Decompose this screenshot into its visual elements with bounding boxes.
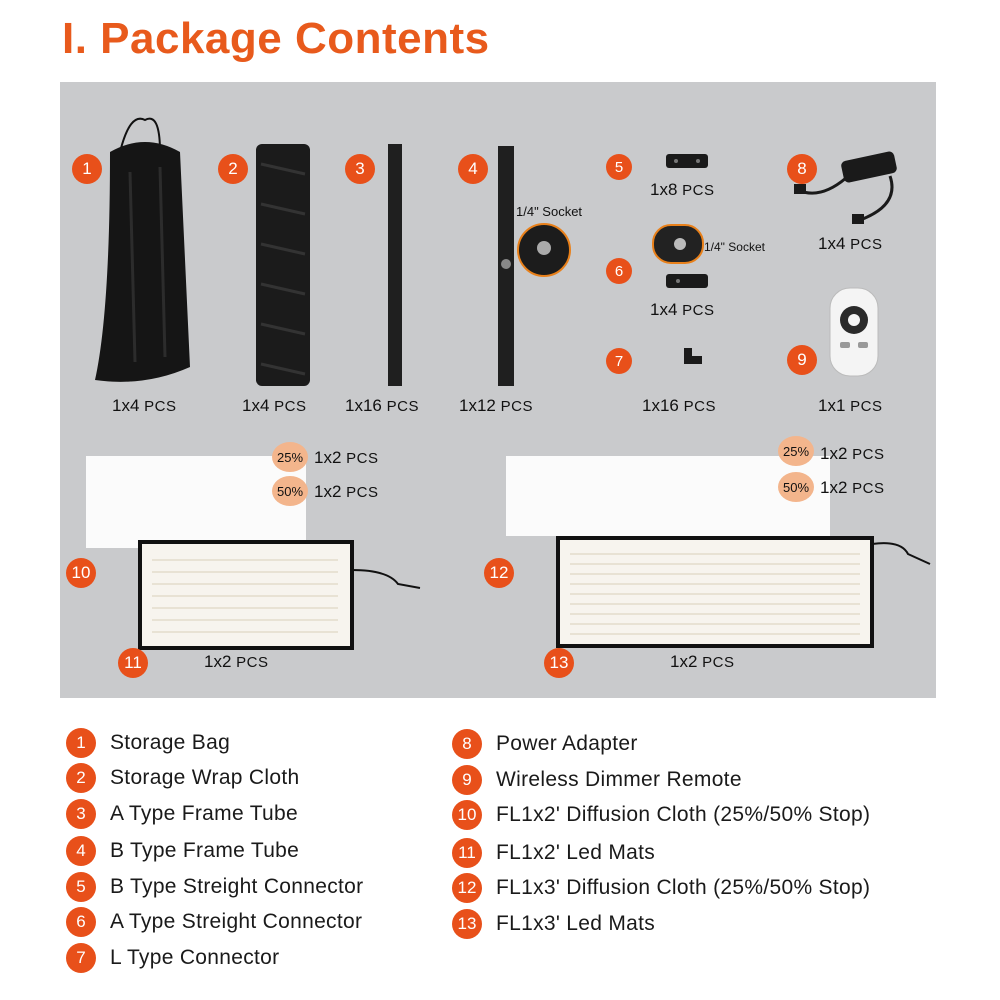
legend-label: FL1x3' Diffusion Cloth (25%/50% Stop): [496, 876, 871, 899]
item-badge-2: 2: [218, 154, 248, 184]
item-badge-6: 6: [606, 258, 632, 284]
legend-item-2: [66, 763, 299, 793]
item-badge-1: 1: [72, 154, 102, 184]
legend-item-3: [66, 799, 298, 829]
legend-item-11: [452, 838, 655, 868]
legend-item-10: [452, 800, 870, 830]
item-qty-3: 1x16 PCS: [345, 396, 419, 415]
item-badge-10: 10: [66, 558, 96, 588]
legend-label: Storage Wrap Cloth: [110, 766, 300, 789]
item-badge-9: 9: [787, 345, 817, 375]
a-type-frame-tube-image: [388, 144, 402, 386]
legend-label: B Type Frame Tube: [110, 839, 300, 862]
legend-badge: 2: [66, 763, 96, 793]
legend-badge: 5: [66, 872, 96, 902]
legend-badge: 8: [452, 729, 482, 759]
a-type-straight-connector-zoom: [652, 224, 704, 264]
l-type-connector-image: [680, 346, 704, 370]
pct-50-badge-left: 50%: [272, 476, 308, 506]
item-qty-11: 1x2 PCS: [204, 652, 269, 671]
diffusion-50-qty-right: 1x2 PCS: [820, 478, 885, 497]
item-qty-6: 1x4 PCS: [650, 300, 715, 319]
led-mat-1x2-image: [138, 540, 428, 650]
legend-item-13: [452, 909, 655, 939]
item-badge-3: 3: [345, 154, 375, 184]
legend-badge: 12: [452, 873, 482, 903]
diffusion-50-qty-left: 1x2 PCS: [314, 482, 379, 501]
item-qty-7: 1x16 PCS: [642, 396, 716, 415]
power-adapter-image: [790, 150, 908, 230]
item-qty-1: 1x4 PCS: [112, 396, 177, 415]
legend-item-1: [66, 728, 230, 758]
item-qty-9: 1x1 PCS: [818, 396, 883, 415]
legend-badge: 10: [452, 800, 482, 830]
legend-label: A Type Streight Connector: [110, 910, 363, 933]
legend-item-6: [66, 907, 362, 937]
legend-label: FL1x2' Diffusion Cloth (25%/50% Stop): [496, 803, 871, 826]
socket-label-4: 1/4" Socket: [516, 204, 583, 219]
socket-label-6: 1/4" Socket: [704, 240, 765, 254]
diffusion-25-qty-left: 1x2 PCS: [314, 448, 379, 467]
legend-item-7: [66, 943, 279, 973]
legend-item-5: [66, 872, 363, 902]
legend-badge: 7: [66, 943, 96, 973]
legend-item-8: [452, 729, 638, 759]
diffusion-25-qty-right: 1x2 PCS: [820, 444, 885, 463]
legend-label: A Type Frame Tube: [110, 802, 298, 825]
legend-badge: 9: [452, 765, 482, 795]
item-badge-12: 12: [484, 558, 514, 588]
item-badge-4: 4: [458, 154, 488, 184]
legend-label: Power Adapter: [496, 732, 638, 755]
item-badge-11: 11: [118, 648, 148, 678]
legend-label: FL1x2' Led Mats: [496, 841, 656, 864]
item-badge-5: 5: [606, 154, 632, 180]
item-qty-2: 1x4 PCS: [242, 396, 307, 415]
pct-50-badge-right: 50%: [778, 472, 814, 502]
item-badge-13: 13: [544, 648, 574, 678]
b-type-straight-connector-image: [666, 154, 708, 168]
legend-item-9: [452, 765, 742, 795]
legend-item-4: [66, 836, 299, 866]
legend-badge: 3: [66, 799, 96, 829]
storage-bag-image: [90, 112, 200, 390]
item-qty-5: 1x8 PCS: [650, 180, 715, 199]
wireless-remote-image: [828, 286, 880, 378]
b-type-frame-tube-image: [496, 146, 518, 386]
legend-badge: 4: [66, 836, 96, 866]
item-badge-8: 8: [787, 154, 817, 184]
legend-badge: 6: [66, 907, 96, 937]
legend-badge: 11: [452, 838, 482, 868]
legend-label: FL1x3' Led Mats: [496, 912, 656, 935]
item-qty-13: 1x2 PCS: [670, 652, 735, 671]
wrap-cloth-image: [256, 144, 310, 386]
item-qty-8: 1x4 PCS: [818, 234, 883, 253]
legend-item-12: [452, 873, 870, 903]
legend-label: L Type Connector: [110, 946, 280, 969]
pct-25-badge-right: 25%: [778, 436, 814, 466]
pct-25-badge-left: 25%: [272, 442, 308, 472]
legend-label: B Type Streight Connector: [110, 875, 364, 898]
legend-label: Storage Bag: [110, 731, 231, 754]
item-badge-7: 7: [606, 348, 632, 374]
led-mat-1x3-image: [556, 536, 936, 648]
legend-badge: 13: [452, 909, 482, 939]
diffusion-cloth-1x2-image: [86, 456, 306, 548]
legend-badge: 1: [66, 728, 96, 758]
page-title: I. Package Contents: [62, 14, 490, 63]
item-qty-4: 1x12 PCS: [459, 396, 533, 415]
legend-label: Wireless Dimmer Remote: [496, 768, 742, 791]
a-type-straight-connector-image: [666, 274, 708, 288]
socket-zoom-image: [516, 222, 572, 278]
